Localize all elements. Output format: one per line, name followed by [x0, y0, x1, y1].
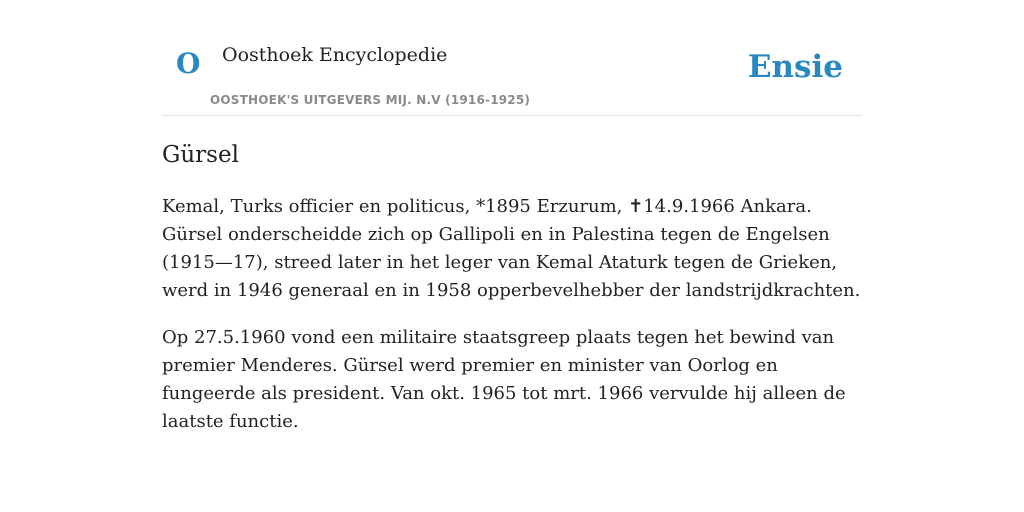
entry-paragraph: Op 27.5.1960 vond een militaire staatsgreep plaats tegen het bewind van premier Menderes. Gürsel werd premier en minister van Oorlog en fungeerde als president. Van okt. 1965 tot mrt. 1966 vervulde hij alleen de laatste functie.: [162, 326, 846, 432]
entry-paragraph: Kemal, Turks officier en politicus, *1895 Erzurum, ✝14.9.1966 Ankara. Gürsel onderscheidde zich op Gallipoli en in Palestina tegen de Engelsen (1915—17), streed later in het leger van Kemal Ataturk tegen de Grieken, werd in 1946 generaal en in 1958 opperbevelhebber der landstrijdkrachten.: [162, 195, 861, 301]
encyclopedia-header: [162, 0, 862, 116]
encyclopedia-logo[interactable]: O: [176, 47, 201, 80]
publisher-label: OOSTHOEK'S UITGEVERS MIJ. N.V (1916-1925): [210, 93, 531, 107]
ensie-brand-link[interactable]: Ensie: [747, 49, 843, 85]
book-title-link[interactable]: Oosthoek Encyclopedie: [222, 44, 448, 66]
page: [162, 0, 862, 436]
entry-title: Gürsel: [162, 142, 239, 168]
